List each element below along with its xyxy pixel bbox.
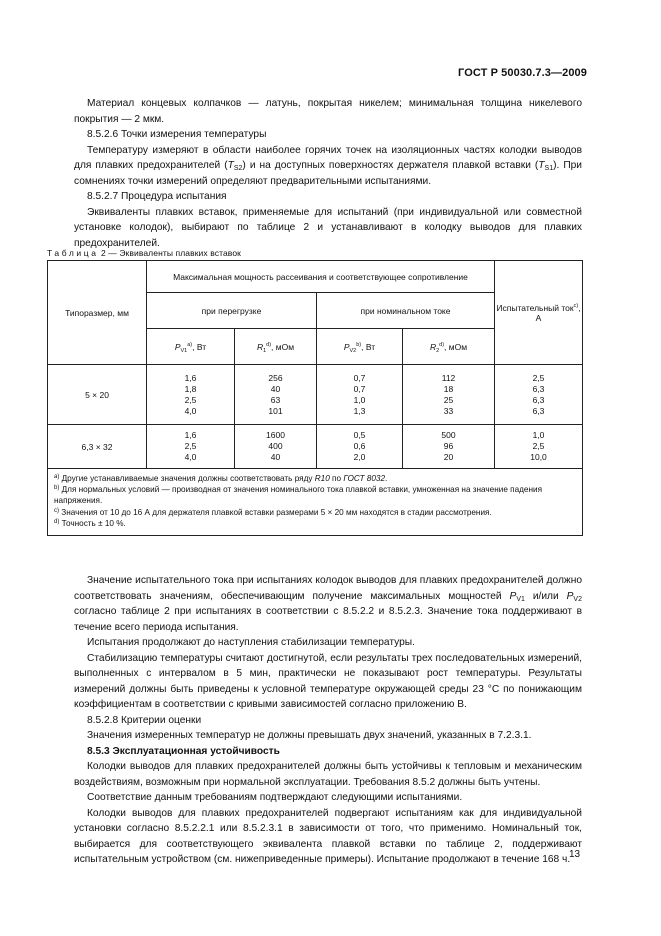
header-test-current: Испытательный ток$^{c)}$, А [495, 261, 583, 365]
cell-r2: 500 96 20 [403, 425, 495, 469]
cell-pv1: 1,6 1,8 2,5 4,0 [147, 365, 235, 425]
cell-r1: 256 40 63 101 [235, 365, 317, 425]
header-overload: при перегрузке [147, 293, 317, 329]
table-row [48, 425, 583, 469]
fuse-equivalents-table [47, 260, 583, 536]
subsection-heading-8-5-2-6: 8.5.2.6 Точки измерения температуры [87, 129, 267, 140]
page-number: 13 [569, 849, 581, 860]
header-pv2: $P_{V2}^{b)}$, Вт [317, 329, 403, 365]
subsection-heading-8-5-3: 8.5.3 Эксплуатационная устойчивость [87, 745, 280, 757]
paragraph-fuse-equivalents: Эквиваленты плавких вставок, применяемые для испытаний (при индивидуальной или совместной установке колодок), выбирают по таблице 2 и устанавливают в колодку выводов для плавких предохранителей. [74, 206, 582, 249]
footnote-c: $^{c)}$ Значения от 10 до 16 А для держателя плавкой вставки размерами 5 × 20 мм находятся в стадии рассмотрения. [54, 507, 492, 517]
header-max-power: Максимальная мощность рассеивания и соответствующее сопротивление [147, 261, 495, 293]
table-caption: Таблица 2 — Эквиваленты плавких вставок [47, 248, 241, 258]
footnote-d: $^{d)}$ Точность ± 10 %. [54, 518, 126, 528]
paragraph-test-procedure: Колодки выводов для плавких предохранителей подвергают испытаниям как для индивидуальной установки согласно 8.5.2.2.1 или 8.5.2.3.1 в зависимости от того, что применимо. Номинальный ток, выбирается для соответствующего эквивалента плавкой вставки по таблице 2, поддерживают испытательным устройством (см. нижеприведенные примеры). Испытание продолжают в течение 168 ч. [74, 807, 582, 865]
section-text-bottom [74, 573, 582, 868]
cell-pv2: 0,7 0,7 1,0 1,3 [317, 365, 403, 425]
paragraph-compliance: Соответствие данным требованиям подтверждают следующими испытаниями. [87, 792, 463, 803]
cell-r2: 112 18 25 33 [403, 365, 495, 425]
footnote-a: $^{a)}$ Другие устанавливаемые значения должны соответствовать ряду R10 по ГОСТ 8032. [54, 474, 388, 483]
paragraph-stability: Колодки выводов для плавких предохранителей должны быть устойчивы к тепловым и механическим воздействиям, возможным при нормальной эксплуатации. Требования 8.5.2 должны быть учтены. [74, 761, 582, 788]
footnote-b: $^{b)}$ Для нормальных условий — производная от значения номинального тока плавкой вставки, умноженная на значение падения напряжения. [54, 485, 543, 506]
header-nominal: при номинальном токе [317, 293, 495, 329]
paragraph-end-caps: Материал концевых колпачков — латунь, покрытая никелем; минимальная толщина никелевого покрытия — 2 мкм. [74, 98, 582, 125]
header-r2: $R_2^{d)}$, мОм [403, 329, 495, 365]
paragraph-stabilization: Испытания продолжают до наступления стабилизации температуры. [87, 637, 415, 648]
cell-test-current: 2,5 6,3 6,3 6,3 [495, 365, 583, 425]
paragraph-evaluation: Значения измеренных температур не должны превышать двух значений, указанных в 7.2.3.1. [87, 730, 532, 741]
paragraph-stabilization-criteria: Стабилизацию температуры считают достигнутой, если результаты трех последовательных измерений, выполненных с интервалом в 5 мин, практически не показывают рост температуры. Результаты измерений должны быть приведены к условной температуре окружающей среды 23 °С по понижающим коэффициентам в соответствии с кривыми зависимостей согласно приложению В. [74, 652, 582, 710]
subsection-heading-8-5-2-7: 8.5.2.7 Процедура испытания [87, 191, 227, 202]
header-pv1: $P_{V1}^{a)}$, Вт [147, 329, 235, 365]
header-r1: $R_1^{d)}$, мОм [235, 329, 317, 365]
paragraph-test-current: Значение испытательного тока при испытаниях колодок выводов для плавких предохранителей должно соответствовать значениям, обеспечивающим получение максимальных мощностей $P_{V1}$ и/или $P_{V2}$ согласно таблице 2 при испытаниях в соответствии с 8.5.2.2 и 8.5.2.3. Значение тока поддерживают в течение всего периода испытания. [74, 575, 582, 633]
paragraph-temperature-points: Температуру измеряют в области наиболее горячих точек на изоляционных частях колодки выводов для плавких предохранителей $(T_{S2})$ и на доступных поверхностях держателя плавкой вставки $(T_{S1})$. При сомнениях точки измерений определяют предварительными испытаниями. [74, 144, 582, 187]
subsection-heading-8-5-2-8: 8.5.2.8 Критерии оценки [87, 714, 202, 726]
cell-size: 6,3 × 32 [48, 425, 147, 469]
table-row [48, 365, 583, 425]
cell-test-current: 1,0 2,5 10,0 [495, 425, 583, 469]
cell-pv2: 0,5 0,6 2,0 [317, 425, 403, 469]
cell-r1: 1600 400 40 [235, 425, 317, 469]
section-text-top [74, 96, 582, 251]
cell-size: 5 × 20 [48, 365, 147, 425]
table-footnotes [48, 469, 583, 536]
cell-pv1: 1,6 2,5 4,0 [147, 425, 235, 469]
header-size: Типоразмер, мм [48, 261, 147, 365]
document-header: ГОСТ Р 50030.7.3—2009 [458, 67, 587, 79]
